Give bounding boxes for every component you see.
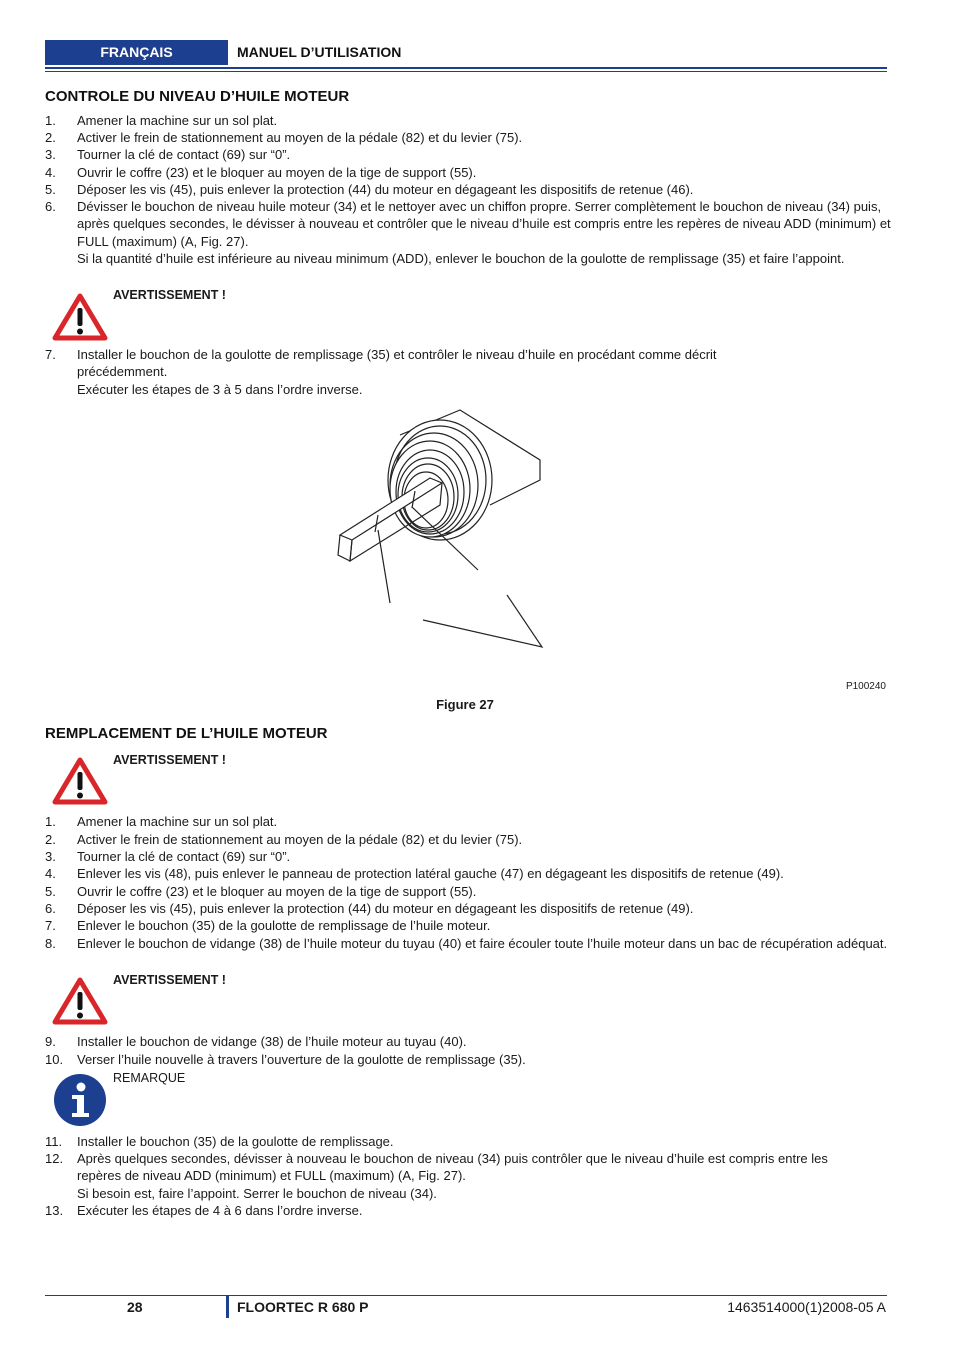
section-title-oil-check: CONTROLE DU NIVEAU D’HUILE MOTEUR: [45, 88, 350, 105]
header-rule-thin: [45, 71, 887, 72]
product-name: FLOORTEC R 680 P: [237, 1299, 369, 1315]
list-item: 10. Verser l’huile nouvelle à travers l’ouverture de la goulotte de remplissage (35).: [45, 1052, 526, 1067]
list-item: 12. Après quelques secondes, dévisser à nouveau le bouchon de niveau (34) puis contrôler que le niveau d’huile est compris entre les repères de niveau ADD (minimum) et FULL (maximum) (A, Fig. 27). Si besoin est, faire l’appoint. Serrer le bouchon de niveau (34).: [45, 1151, 828, 1201]
list-item: 2. Activer le frein de stationnement au moyen de la pédale (82) et du levier (75).: [45, 832, 523, 847]
section-title-oil-change: REMPLACEMENT DE L’HUILE MOTEUR: [45, 725, 328, 742]
warning-label: AVERTISSEMENT !: [113, 973, 226, 987]
warning-triangle-icon: [52, 756, 108, 806]
list-item: 13. Exécuter les étapes de 4 à 6 dans l’ordre inverse.: [45, 1203, 363, 1218]
list-item: 3. Tourner la clé de contact (69) sur “0”.: [45, 147, 291, 162]
list-item: 6. Dévisser le bouchon de niveau huile moteur (34) et le nettoyer avec un chiffon propre. Serrer complètement le bouchon de niveau (34) puis, après quelques secondes, le dévisser à nouveau et contrôler que le niveau d’huile est compris entre les repères de niveau ADD (minimum) et FULL (maximum) (A, Fig. 27). Si la quantité d’huile est inférieure au niveau minimum (ADD), enlever le bouchon de la goulotte de remplissage (35) et faire l’appoint.: [45, 199, 891, 267]
list-item: 8. Enlever le bouchon de vidange (38) de l’huile moteur du tuyau (40) et faire écouler toute l’huile moteur dans un bac de récupération adéquat.: [45, 936, 888, 951]
header-rule: [45, 67, 887, 69]
figure-caption: Figure 27: [436, 697, 494, 712]
warning-triangle-icon: [52, 292, 108, 342]
document-number: 1463514000(1)2008-05 A: [727, 1299, 886, 1315]
list-item: 1. Amener la machine sur un sol plat.: [45, 113, 278, 128]
list-item: 11. Installer le bouchon (35) de la goulotte de remplissage.: [45, 1134, 394, 1149]
footer-rule: [45, 1295, 887, 1296]
list-item: 4. Ouvrir le coffre (23) et le bloquer au moyen de la tige de support (55).: [45, 165, 477, 180]
page-number: 28: [127, 1299, 143, 1315]
info-icon: [53, 1073, 107, 1127]
list-item: 5. Déposer les vis (45), puis enlever la protection (44) du moteur en dégageant les dispositifs de retenue (46).: [45, 182, 694, 197]
warning-triangle-icon: [52, 976, 108, 1026]
warning-label: AVERTISSEMENT !: [113, 288, 226, 302]
note-label: REMARQUE: [113, 1071, 186, 1085]
footer-divider: [226, 1296, 229, 1318]
list-item: 9. Installer le bouchon de vidange (38) de l’huile moteur au tuyau (40).: [45, 1034, 467, 1049]
list-item: 7. Installer le bouchon de la goulotte de remplissage (35) et contrôler le niveau d’huile en procédant comme décrit précédemment. Exécuter les étapes de 3 à 5 dans l’ordre inverse.: [45, 347, 717, 397]
list-item: 4. Enlever les vis (48), puis enlever le panneau de protection latéral gauche (47) en dégageant les dispositifs de retenue (49).: [45, 866, 784, 881]
list-item: 1. Amener la machine sur un sol plat.: [45, 814, 278, 829]
list-item: 6. Déposer les vis (45), puis enlever la protection (44) du moteur en dégageant les dispositifs de retenue (49).: [45, 901, 694, 916]
figure-code: P100240: [845, 681, 886, 692]
warning-label: AVERTISSEMENT !: [113, 753, 226, 767]
list-item: 3. Tourner la clé de contact (69) sur “0”.: [45, 849, 291, 864]
language-tab: FRANÇAIS: [45, 40, 228, 65]
list-item: 2. Activer le frein de stationnement au moyen de la pédale (82) et du levier (75).: [45, 130, 523, 145]
list-item: 7. Enlever le bouchon (35) de la goulotte de remplissage de l’huile moteur.: [45, 918, 491, 933]
manual-title: MANUEL D’UTILISATION: [237, 44, 402, 60]
oil-dipstick-illustration: [330, 405, 560, 650]
list-item: 5. Ouvrir le coffre (23) et le bloquer au moyen de la tige de support (55).: [45, 884, 477, 899]
